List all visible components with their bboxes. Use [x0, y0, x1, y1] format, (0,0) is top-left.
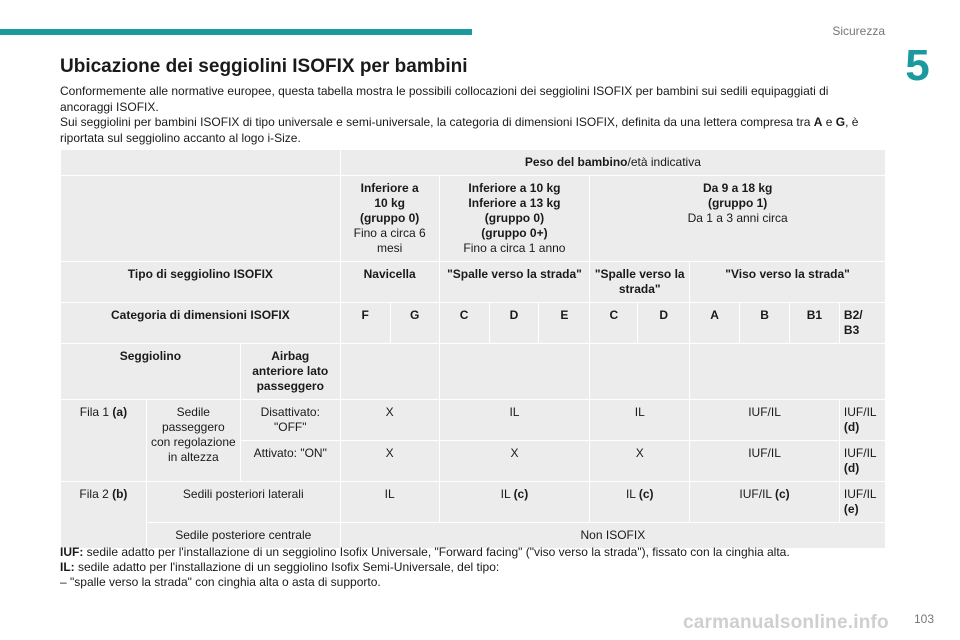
empty-cell: [439, 344, 590, 400]
table-cell: IL: [590, 400, 690, 441]
row2-label: Fila 2 (b): [61, 482, 147, 549]
row2-central-seat: Sedile posteriore centrale: [146, 523, 340, 549]
table-row: [61, 303, 886, 344]
airbag-off-state: Disattivato: "OFF": [240, 400, 340, 441]
empty-cell: [340, 344, 439, 400]
table-cell: X: [439, 441, 590, 482]
seat-label: Seggiolino: [61, 344, 241, 400]
size-cell: B: [740, 303, 790, 344]
table-cell: IUF/IL (d): [839, 400, 885, 441]
size-cell: D: [489, 303, 539, 344]
notes: [60, 545, 900, 590]
group-1-header: Da 9 a 18 kg (gruppo 1) Da 1 a 3 anni circa: [590, 176, 886, 262]
table-row: [61, 400, 886, 441]
empty-cell: [690, 344, 886, 400]
table-cell: IUF/IL (e): [839, 482, 885, 523]
table-cell: IL: [340, 482, 439, 523]
intro-paragraph-1: Conformemente alle normative europee, questa tabella mostra le possibili collocazioni dei seggiolini ISOFIX per bambini sui sedili equipaggiati di ancoraggi ISOFIX.: [60, 84, 829, 114]
empty-cell: [61, 176, 341, 262]
table-cell: IL: [439, 400, 590, 441]
section-name: Sicurezza: [832, 24, 885, 38]
airbag-on-state: Attivato: "ON": [240, 441, 340, 482]
row1-label: Fila 1 (a): [61, 400, 147, 482]
type-cell: Navicella: [340, 262, 439, 303]
intro-text: [60, 84, 860, 146]
table-row: [61, 344, 886, 400]
size-cell: E: [539, 303, 590, 344]
type-label: Tipo di seggiolino ISOFIX: [61, 262, 341, 303]
chapter-number: 5: [905, 41, 930, 90]
row1-seat: Sedile passeggero con regolazione in altezza: [146, 400, 240, 482]
page-title: Ubicazione dei seggiolini ISOFIX per bambini: [60, 56, 468, 77]
table-cell: IUF/IL: [690, 441, 840, 482]
table-cell: X: [340, 441, 439, 482]
weight-header: Peso del bambino/età indicativa: [340, 150, 885, 176]
table-cell: IUF/IL (d): [839, 441, 885, 482]
empty-cell: [590, 344, 690, 400]
table-row: [61, 176, 886, 262]
table-cell: IL (c): [439, 482, 590, 523]
note-iuf: IUF: sedile adatto per l'installazione di un seggiolino Isofix Universale, "Forward facing" ("viso verso la strada"), fissato con la cinghia alta.: [60, 545, 790, 559]
type-cell: "Viso verso la strada": [690, 262, 886, 303]
size-cell: D: [638, 303, 690, 344]
table-cell: X: [590, 441, 690, 482]
header-accent-bar: [0, 29, 472, 35]
watermark: carmanualsonline.info: [683, 612, 889, 633]
airbag-label: Airbag anteriore lato passeggero: [240, 344, 340, 400]
note-il: IL: sedile adatto per l'installazione di un seggiolino Isofix Semi-Universale, del tipo:: [60, 560, 500, 574]
table-cell: IL (c): [590, 482, 690, 523]
isofix-table: [60, 149, 886, 549]
size-cell: C: [590, 303, 638, 344]
table-cell: IUF/IL: [690, 400, 840, 441]
size-cell: F: [340, 303, 390, 344]
table-cell: X: [340, 400, 439, 441]
row2-lateral-seats: Sedili posteriori laterali: [146, 482, 340, 523]
size-cell: G: [390, 303, 439, 344]
size-cell: A: [690, 303, 740, 344]
group-0plus-header: Inferiore a 10 kg Inferiore a 13 kg (gruppo 0) (gruppo 0+) Fino a circa 1 anno: [439, 176, 590, 262]
table-row: [61, 150, 886, 176]
size-cell: C: [439, 303, 489, 344]
size-cell: B2/ B3: [839, 303, 885, 344]
size-label: Categoria di dimensioni ISOFIX: [61, 303, 341, 344]
type-cell: "Spalle verso la strada": [439, 262, 590, 303]
page-number: 103: [913, 612, 934, 626]
table-row: [61, 482, 886, 523]
note-il-item: – "spalle verso la strada" con cinghia alta o asta di supporto.: [60, 575, 381, 589]
intro-paragraph-2: Sui seggiolini per bambini ISOFIX di tipo universale e semi-universale, la categoria di dimensioni ISOFIX, definita da una lettera compresa tra A e G, è riportata sul seggiolino accanto al logo i-Size.: [60, 115, 859, 145]
empty-cell: [61, 150, 341, 176]
table-cell: Non ISOFIX: [340, 523, 885, 549]
type-cell: "Spalle verso la strada": [590, 262, 690, 303]
table-cell: IUF/IL (c): [690, 482, 840, 523]
table-row: [61, 262, 886, 303]
group-0-header: Inferiore a 10 kg (gruppo 0) Fino a circa 6 mesi: [340, 176, 439, 262]
size-cell: B1: [789, 303, 839, 344]
